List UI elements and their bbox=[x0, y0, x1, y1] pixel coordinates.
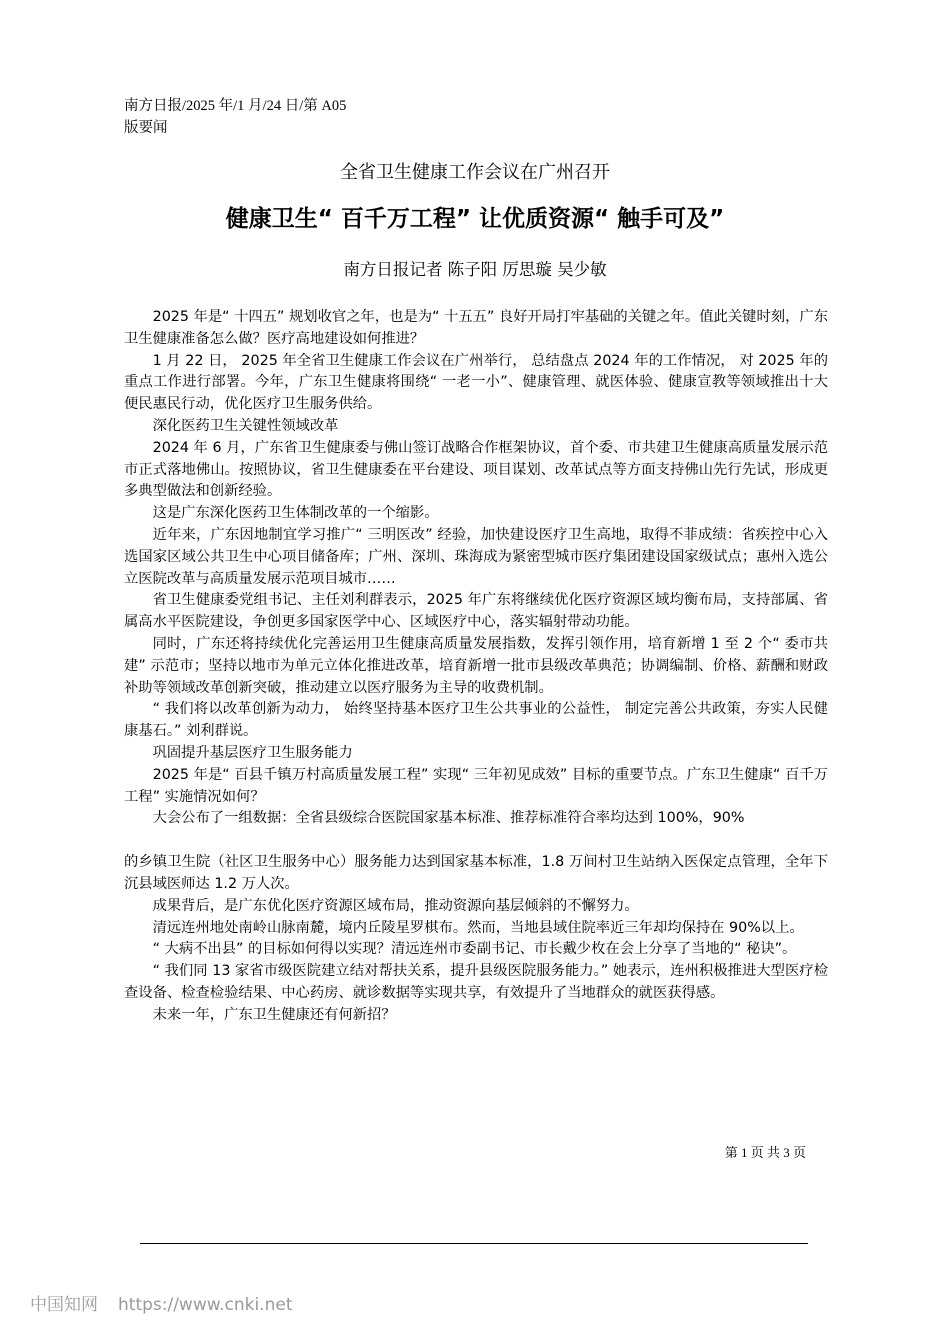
source-info bbox=[124, 95, 524, 139]
paragraph: 省卫生健康委党组书记、主任刘利群表示，2025 年广东将继续优化医疗资源区域均衡布局，支持部属、省属高水平医院建设，争创更多国家医学中心、区域医疗中心，落实辐射带动功能。 bbox=[124, 592, 828, 631]
paragraph: 清远连州地处南岭山脉南麓，境内丘陵星罗棋布。然而，当地县域住院率近三年却均保持在 90%以上。 bbox=[152, 919, 804, 936]
paragraph: 的乡镇卫生院（社区卫生服务中心）服务能力达到国家基本标准，1.8 万间村卫生站纳入医保定点管理，全年下沉县域医师达 1.2 万人次。 bbox=[124, 854, 828, 892]
watermark bbox=[30, 1293, 292, 1317]
watermark-url[interactable]: https://www.cnki.net bbox=[118, 1295, 293, 1315]
headline: 健康卫生“ 百千万工程” 让优质资源“ 触手可及” bbox=[225, 206, 725, 232]
paragraph: 1 月 22 日， 2025 年全省卫生健康工作会议在广州举行， 总结盘点 2024 年的工作情况， 对 2025 年的重点工作进行部署。今年，广东卫生健康将围绕“ 一老一小”、健康管理、就医体验、健康宣教等领域推出十大便民惠民行动，优化医疗卫生服务供给。 bbox=[124, 352, 828, 413]
watermark-brand: 中国知网 bbox=[30, 1295, 98, 1315]
kicker: 全省卫生健康工作会议在广州召开 bbox=[340, 162, 610, 183]
paragraph: 2024 年 6 月，广东省卫生健康委与佛山签订战略合作框架协议，首个委、市共建卫生健康高质量发展示范市正式落地佛山。按照协议，省卫生健康委在平台建设、项目谋划、改革试点等方面支持佛山先行先试，形成更多典型做法和创新经验。 bbox=[124, 439, 828, 500]
section-heading: 深化医药卫生关键性领域改革 bbox=[152, 417, 339, 434]
paragraph: “ 大病不出县” 的目标如何得以实现？清远连州市委副书记、市长戴少枚在会上分享了当地的“ 秘诀”。 bbox=[152, 941, 797, 958]
paragraph: 大会公布了一组数据：全省县级综合医院国家基本标准、推荐标准符合率均达到 100%，90% bbox=[152, 810, 745, 827]
source-line-2: 版要闻 bbox=[124, 120, 168, 136]
paragraph: 未来一年，广东卫生健康还有何新招？ bbox=[152, 1006, 396, 1023]
page-number: 第 1 页 共 3 页 bbox=[724, 1145, 806, 1160]
paragraph: 近年来，广东因地制宜学习推广“ 三明医改” 经验，加快建设医疗卫生高地，取得不菲成绩：省疾控中心入选国家区域公共卫生中心项目储备库；广州、深圳、珠海成为紧密型城市医疗集团建设国家级试点；惠州入选公立医院改革与高质量发展示范项目城市…… bbox=[124, 526, 828, 587]
paragraph: 同时，广东还将持续优化完善运用卫生健康高质量发展指数，发挥引领作用，培育新增 1 至 2 个“ 委市共建” 示范市；坚持以地市为单元立体化推进改革，培育新增一批市县级改革典范；协调编制、价格、薪酬和财政补助等领域改革创新突破，推动建立以医疗服务为主导的收费机制。 bbox=[124, 635, 828, 696]
byline: 南方日报记者 陈子阳 厉思璇 吴少敏 bbox=[343, 260, 607, 279]
paragraph: “ 我们同 13 家省市级医院建立结对帮扶关系，提升县级医院服务能力。” 她表示，连州积极推进大型医疗检查设备、检查检验结果、中心药房、就诊数据等实现共享，有效提升了当地群众的就医获得感。 bbox=[124, 963, 828, 1001]
paragraph: 2025 年是“ 十四五” 规划收官之年，也是为“ 十五五” 良好开局打牢基础的关键之年。值此关键时刻，广东卫生健康准备怎么做？医疗高地建设如何推进？ bbox=[124, 309, 828, 347]
section-heading: 巩固提升基层医疗卫生服务能力 bbox=[152, 744, 353, 761]
footer-divider bbox=[140, 1243, 808, 1244]
paragraph: 成果背后，是广东优化医疗资源区域布局，推动资源向基层倾斜的不懈努力。 bbox=[152, 897, 639, 914]
paragraph: 这是广东深化医药卫生体制改革的一个缩影。 bbox=[152, 505, 439, 522]
source-line-1: 南方日报/2025 年/1 月/24 日/第 A05 bbox=[124, 98, 347, 114]
paragraph: “ 我们将以改革创新为动力， 始终坚持基本医疗卫生公共事业的公益性， 制定完善公共政策，夯实人民健康基石。” 刘利群说。 bbox=[124, 701, 828, 740]
paragraph: 2025 年是“ 百县千镇万村高质量发展工程” 实现“ 三年初见成效” 目标的重要节点。广东卫生健康“ 百千万工程” 实施情况如何？ bbox=[124, 766, 828, 805]
article-body bbox=[124, 307, 828, 1027]
